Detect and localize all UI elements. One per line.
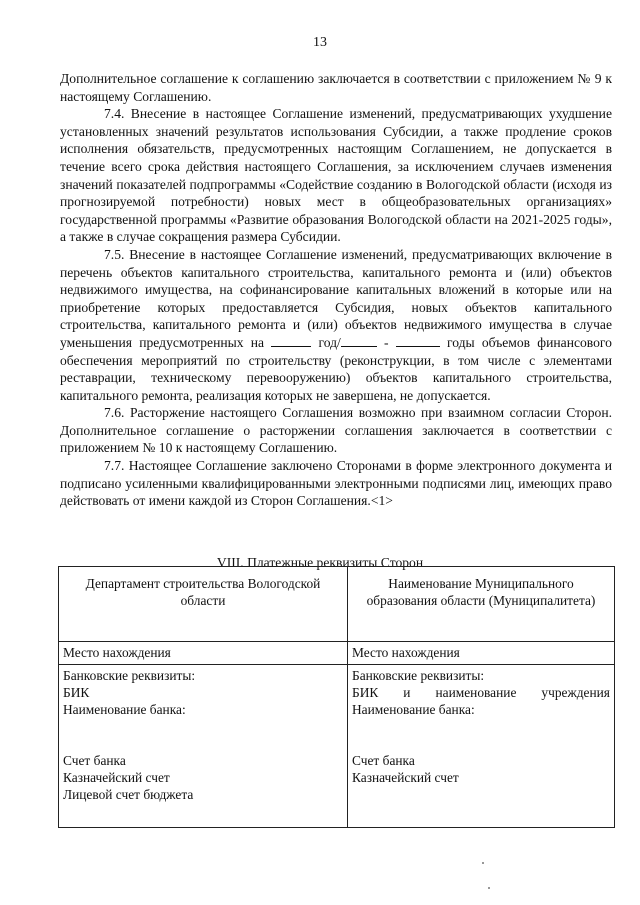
right-bank-name-label: Наименование банка: [352,702,475,717]
right-bik-word-4: учреждения [541,685,610,700]
scan-speck [482,862,484,864]
year-blank-1 [271,335,311,347]
paragraph-7-4: 7.4. Внесение в настоящее Соглашение изменений, предусматривающих ухудшение установленных значений результатов использования Субсидии, а также продление сроков исполнения обязательств, предусмотренных настоящим Соглашением, не допускается в течение всего срока действия настоящего Соглашения, за исключением случаев изменения значений показателей подпрограммы «Содействие созданию в Вологодской области (исходя из прогнозируемой потребности) новых мест в общеобразовательных организациях» государственной программы «Развитие образования Вологодской области на 2021-2025 годы», а также в случае сокращения размера Субсидии. [60,106,612,245]
left-treasury-label: Казначейский счет [63,770,170,785]
location-row [59,642,615,665]
right-treasury-label: Казначейский счет [352,770,459,785]
scan-speck [488,887,490,889]
right-bank-cell [348,665,615,828]
left-header-cell: Департамент строительства Вологодской области [59,567,348,642]
table-header-row [59,567,615,642]
paragraph-7-5-part-a: 7.5. Внесение в настоящее Соглашение изменений, предусматривающих включение в перечень объектов капитального строительства, капитального ремонта и (или) объектов недвижимого имущества, на софинансирование капитальных вложений в которые или на приобретение которых предоставляется Субсидия, новых объектов капитального строительства, капитального ремонта и (или) объектов недвижимого имущества в случае уменьшения предусмотренных на [60,246,612,350]
left-bank-name-label: Наименование банка: [63,702,186,717]
paragraph-7-5-part-c: - [384,334,389,350]
year-blank-3 [396,335,440,347]
right-bank-details-label: Банковские реквизиты: [352,668,485,683]
paragraph-7-7: 7.7. Настоящее Соглашение заключено Сторонами в форме электронного документа и подписано усиленными квалифицированными электронными подписями лиц, имеющих право действовать от имени каждой из Сторон Соглашения.<1> [60,458,612,509]
paragraph-7-6: 7.6. Расторжение настоящего Соглашения возможно при взаимном согласии Сторон. Дополнительное соглашение о расторжении соглашения заключается в соответствии с приложением № 10 к настоящему Соглашению. [60,405,612,456]
paragraph-7-5-part-b: год/ [318,334,341,350]
right-bik-line [352,684,610,701]
paragraph-7-5 [60,246,612,404]
left-bank-details-label: Банковские реквизиты: [63,668,196,683]
paragraph-7-5-part-d: годы объемов финансового обеспечения мероприятий по строительству (реконструкции, в том числе с элементами реставрации, техническому перевооружению) объектов капитального строительства, капитального ремонта, реализация которых не завершена, не допускается. [60,334,612,403]
year-blank-2 [341,335,377,347]
left-bank-cell [59,665,348,828]
right-bik-word-1: БИК [352,685,379,700]
left-blank-space [63,718,343,752]
left-account-label: Счет банка [63,753,126,768]
page-number: 13 [313,35,327,50]
right-blank-space [352,718,610,752]
right-location-cell: Место нахождения [348,642,615,665]
paragraph-continuation: Дополнительное соглашение к соглашению заключается в соответствии с приложением № 9 к настоящему Соглашению. [60,71,612,104]
payment-details-table [58,566,615,828]
agreement-text [60,70,612,510]
right-header-cell: Наименование Муниципального образования области (Муниципалитета) [348,567,615,642]
left-bik-label: БИК [63,685,90,700]
left-budget-account-label: Лицевой счет бюджета [63,787,194,802]
right-account-label: Счет банка [352,753,415,768]
right-bik-word-3: наименование [435,685,517,700]
right-bik-word-2: и [403,685,411,700]
bank-details-row [59,665,615,828]
section-title: VIII. Платежные реквизиты Сторон [216,555,424,570]
left-location-cell: Место нахождения [59,642,348,665]
